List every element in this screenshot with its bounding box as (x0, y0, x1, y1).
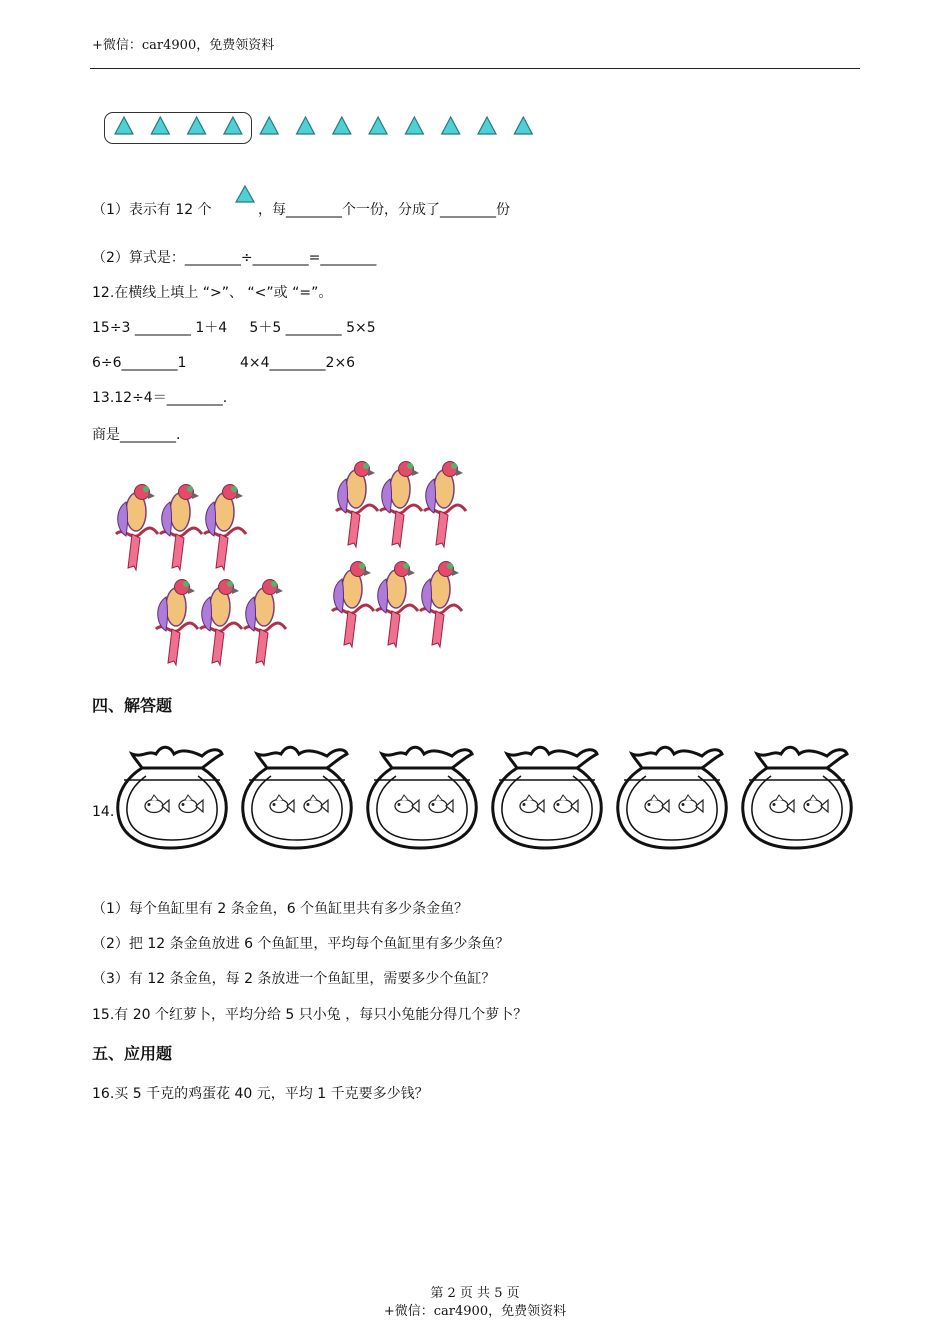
triangle-icon (333, 117, 351, 134)
triangle-icon (224, 117, 242, 134)
header-divider (90, 68, 860, 69)
q14-part2: （2）把 12 条金鱼放进 6 个鱼缸里，平均每个鱼缸里有多少条鱼？ (92, 936, 510, 952)
triangle-icon (369, 117, 387, 134)
triangle-icon (514, 117, 532, 134)
q14-part1: （1）每个鱼缸里有 2 条金鱼，6 个鱼缸里共有多少条金鱼？ (92, 901, 469, 917)
q11-part1-text-b: ，每________个一份，分成了________份 (258, 202, 510, 218)
q16-text: 16.买 5 千克的鸡蛋花 40 元，平均 1 千克要多少钱？ (92, 1086, 429, 1102)
parrot-illustration (110, 455, 490, 670)
q14-part3: （3）有 12 条金鱼，每 2 条放进一个鱼缸里，需要多少个鱼缸？ (92, 971, 496, 987)
parrot-icon (116, 485, 158, 571)
parrot-icon (160, 485, 202, 571)
triangle-icon (188, 117, 206, 134)
q15-text: 15.有 20 个红萝卜，平均分给 5 只小兔 ，每只小兔能分得几个萝卜？ (92, 1007, 528, 1023)
parrot-icon (420, 562, 462, 648)
parrot-icon (376, 562, 418, 648)
triangle-icon (151, 117, 169, 134)
parrot-icon (244, 580, 286, 666)
parrot-icon (380, 462, 422, 548)
section4-title: 四、解答题 (92, 696, 173, 715)
fishbowl-icon (743, 747, 852, 848)
q13-line1: 13.12÷4＝________. (92, 390, 228, 406)
parrot-icon (424, 462, 466, 548)
q12-title: 12.在横线上填上 “>”、 “<”或 “=”。 (92, 285, 333, 301)
triangle-icon (115, 117, 133, 134)
header-text: +微信：car4900，免费领资料 (92, 38, 275, 53)
footer-text: +微信：car4900，免费领资料 (383, 1304, 567, 1319)
fishbowl-icon (118, 747, 227, 848)
q12-row2-b: 4×4________2×6 (240, 355, 356, 371)
fishbowl-row (112, 740, 862, 855)
parrot-icon (204, 485, 246, 571)
q14-label: 14. (92, 804, 115, 820)
q11-part2-text: （2）算式是：________÷________=________ (92, 250, 377, 266)
parrot-icon (200, 580, 242, 666)
footer-page-number: 第 2 页 共 5 页 (430, 1286, 520, 1301)
triangle-row (100, 110, 560, 146)
fishbowl-icon (243, 747, 352, 848)
q13-line2: 商是________. (92, 427, 181, 443)
q11-part1-text-a: （1）表示有 12 个 (92, 202, 212, 218)
q12-row2-a: 6÷6________1 (92, 355, 187, 371)
triangle-icon (442, 117, 460, 134)
fishbowl-icon (618, 747, 727, 848)
fishbowl-icon (368, 747, 477, 848)
triangle-icon (297, 117, 315, 134)
triangle-inline-icon (234, 184, 256, 204)
parrot-icon (336, 462, 378, 548)
section5-title: 五、应用题 (92, 1044, 173, 1063)
parrot-icon (332, 562, 374, 648)
fishbowl-icon (493, 747, 602, 848)
q12-row1: 15÷3 ________ 1＋4 5＋5 ________ 5×5 (92, 320, 376, 336)
triangle-icon (478, 117, 496, 134)
triangle-icon (405, 117, 423, 134)
parrot-icon (156, 580, 198, 666)
triangle-icon (260, 117, 278, 134)
